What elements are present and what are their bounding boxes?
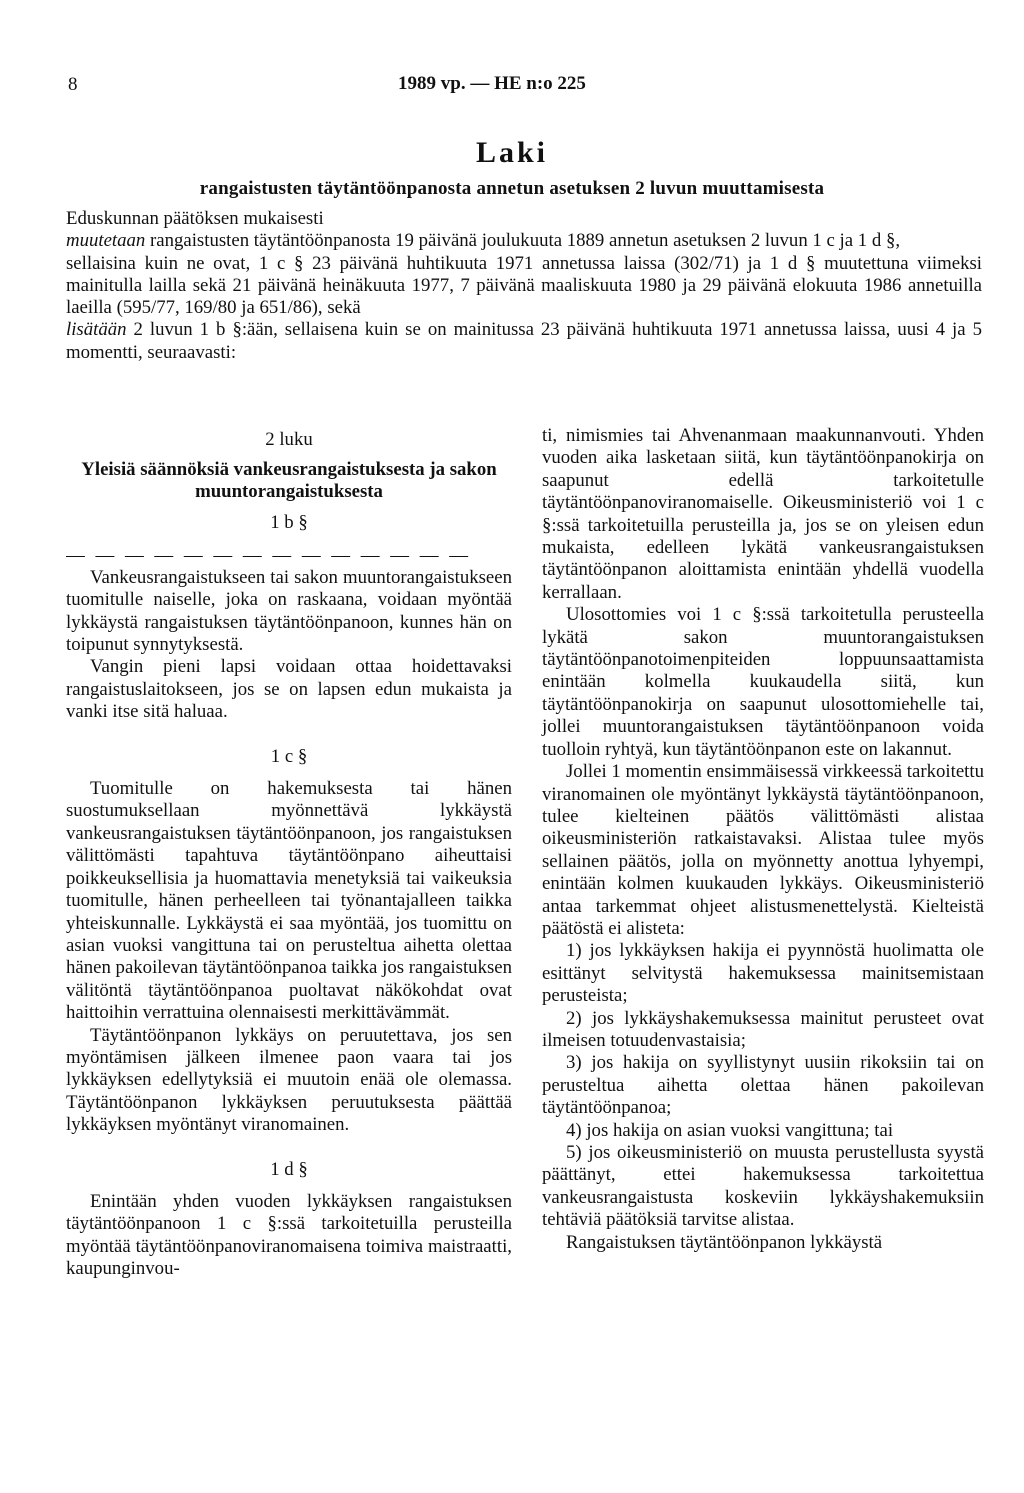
add-keyword: lisätään bbox=[66, 319, 127, 341]
amend-paragraph bbox=[66, 230, 982, 252]
running-head: 1989 vp. — HE n:o 225 bbox=[398, 73, 586, 94]
section-1b-heading: 1 b § bbox=[270, 512, 308, 534]
intro-line: Eduskunnan päätöksen mukaisesti bbox=[66, 208, 324, 229]
amend-keyword: muutetaan bbox=[66, 230, 146, 252]
page-number: 8 bbox=[68, 74, 78, 95]
list-item: 2) jos lykkäyshakemuksessa mainitut perusteet ovat ilmeisen totuudenvastaisia; bbox=[542, 1007, 984, 1051]
list-item: 3) jos hakija on syyllistynyt uusiin rikoksiin tai on perusteltua aihetta olettaa hänen pakoilevan täytäntöönpanoa; bbox=[542, 1052, 984, 1119]
chapter-number: 2 luku bbox=[265, 429, 313, 450]
add-paragraph bbox=[66, 319, 982, 364]
law-title: Laki bbox=[475, 136, 549, 169]
add-text: 2 luvun 1 b §:ään, sellaisena kuin se on mainitussa 23 päivänä huhtikuuta 1971 annetussa laissa, uusi 4 ja 5 momentti, seuraavasti: bbox=[66, 319, 982, 363]
chapter-heading: Yleisiä säännöksiä vankeusrangaistuksesta ja sakon muuntorangaistuksesta bbox=[81, 459, 497, 503]
section-1b-paragraph: Vangin pieni lapsi voidaan ottaa hoidettavaksi rangaistuslaitokseen, jos se on lapsen edun mukaista ja vanki itse sitä haluaa. bbox=[66, 656, 512, 723]
list-item: 1) jos lykkäyksen hakija ei pyynnöstä huolimatta ole esittänyt selvitystä hakemuksessa mainitsemistaan perusteista; bbox=[542, 940, 984, 1007]
left-column bbox=[66, 425, 512, 1281]
section-1d-paragraph: Enintään yhden vuoden lykkäyksen rangaistuksen täytäntöönpanoon 1 c §:ssä tarkoitetuilla perusteilla myöntää täytäntöönpanoviranomaisena toimiva maistraatti, kaupunginvou- bbox=[66, 1190, 512, 1280]
section-1d-continued: ti, nimismies tai Ahvenanmaan maakunnanvouti. Yhden vuoden aika lasketaan siitä, kun täytäntöönpanokirja on saapunut edellä tarkoitetulle täytäntöönpanoviranomaiselle. Oikeusministeriö voi 1 c §:ssä tarkoitetuilla perusteilla ja, jos se on yleisen edun mukaista, edelleen lykätä vankeusrangaistuksen täytäntöönpanon aloittamista enintään yhdellä vuodella kerrallaan. bbox=[542, 425, 984, 603]
right-column bbox=[542, 425, 984, 1254]
enacting-clause bbox=[66, 208, 982, 364]
section-1c-paragraph: Täytäntöönpanon lykkäys on peruutettava, jos sen myöntämisen jälkeen ilmenee paon vaara tai jos lykkäyksen edellytyksiä ei muutoin enää ole olemassa. Täytäntöönpanon lykkäyksen peruutuksesta päättää lykkäyksen myöntänyt viranomainen. bbox=[66, 1024, 512, 1136]
amend-text: rangaistusten täytäntöönpanosta 19 päivänä joulukuuta 1889 annetun asetuksen 2 luvun 1 c ja 1 d §, bbox=[145, 230, 901, 252]
section-1c-heading: 1 c § bbox=[270, 745, 308, 767]
section-1c-paragraph: Tuomitulle on hakemuksesta tai hänen suostumuksellaan myönnettävä lykkäystä vankeusrangaistuksen täytäntöönpanoon, jos rangaistuksen välittömästi tapahtuva täytäntöönpano aiheuttaisi poikkeuksellisia ja huomattavia menetyksiä tai vaikeuksia tuomitulle, hänen perheelleen tai työnantajalleen taikka yhteiskunnalle. Lykkäystä ei saa myöntää, jos tuomittu on asian vuoksi vangittuna tai on perusteltua aihetta olettaa hänen pakoilevan täytäntöönpanoa taikka jos rangaistuksen välitöntä täytäntöönpanoa puoltavat näkökohdat ovat haittoihin verrattuina olennaisesti merkittävämmät. bbox=[66, 778, 512, 1024]
section-1b-paragraph: Vankeusrangaistukseen tai sakon muuntorangaistukseen tuomitulle naiselle, joka on raskaana, voidaan myöntää lykkäystä rangaistuksen täytäntöönpanoon, kunnes hän on toipunut synnytyksestä. bbox=[66, 566, 512, 656]
list-item: 5) jos oikeusministeriö on muusta perustellusta syystä päättänyt, ettei hakemuksessa tarkoitettua vankeusrangaistusta koskeviin lykkäyshakemuksiin tehtäviä päätöksiä tarvitse alistaa. bbox=[542, 1142, 984, 1231]
section-1d-paragraph: Ulosottomies voi 1 c §:ssä tarkoitetulla perusteella lykätä sakon muuntorangaistuksen täytäntöönpanotoimenpiteiden loppuunsaattamista enintään kolmella kuukaudella siitä, kun täytäntöönpanokirja on saapunut ulosottomiehelle tai, jollei muuntorangaistuksen täytäntöönpanoon voida tuolloin ryhtyä, kun täytäntöönpanon este on lakannut. bbox=[542, 604, 984, 760]
section-1d-heading: 1 d § bbox=[270, 1158, 308, 1180]
list-item: 4) jos hakija on asian vuoksi vangittuna; tai bbox=[566, 1119, 894, 1141]
law-subtitle: rangaistusten täytäntöönpanosta annetun asetuksen 2 luvun muuttamisesta bbox=[199, 178, 825, 199]
section-1d-paragraph: Jollei 1 momentin ensimmäisessä virkkeessä tarkoitettu viranomainen ole myöntänyt lykkäystä täytäntöönpanoon, tulee kielteinen päätös välittömästi alistaa oikeusministeriön ratkaistavaksi. Alistaa tulee myös sellainen päätös, jolla on myönnetty anottua lyhyempi, enintään kolmen kuukauden lykkäys. Oikeusministeriö antaa tarkemmat ohjeet alistusmenettelystä. Kielteistä päätöstä ei alisteta: bbox=[542, 761, 984, 939]
omission-dashes: — — — — — — — — — — — — — — bbox=[66, 544, 471, 566]
section-1d-paragraph: Rangaistuksen täytäntöönpanon lykkäystä bbox=[566, 1231, 883, 1253]
as-amended-paragraph: sellaisina kuin ne ovat, 1 c § 23 päivänä huhtikuuta 1971 annetussa laissa (302/71) ja 1 d § muutettuna viimeksi mainitulla lailla sekä 21 päivänä heinäkuuta 1977, 7 päivänä maaliskuuta 1980 ja 29 päivänä elokuuta 1986 annetuilla laeilla (595/77, 169/80 ja 651/86), sekä bbox=[66, 252, 982, 319]
